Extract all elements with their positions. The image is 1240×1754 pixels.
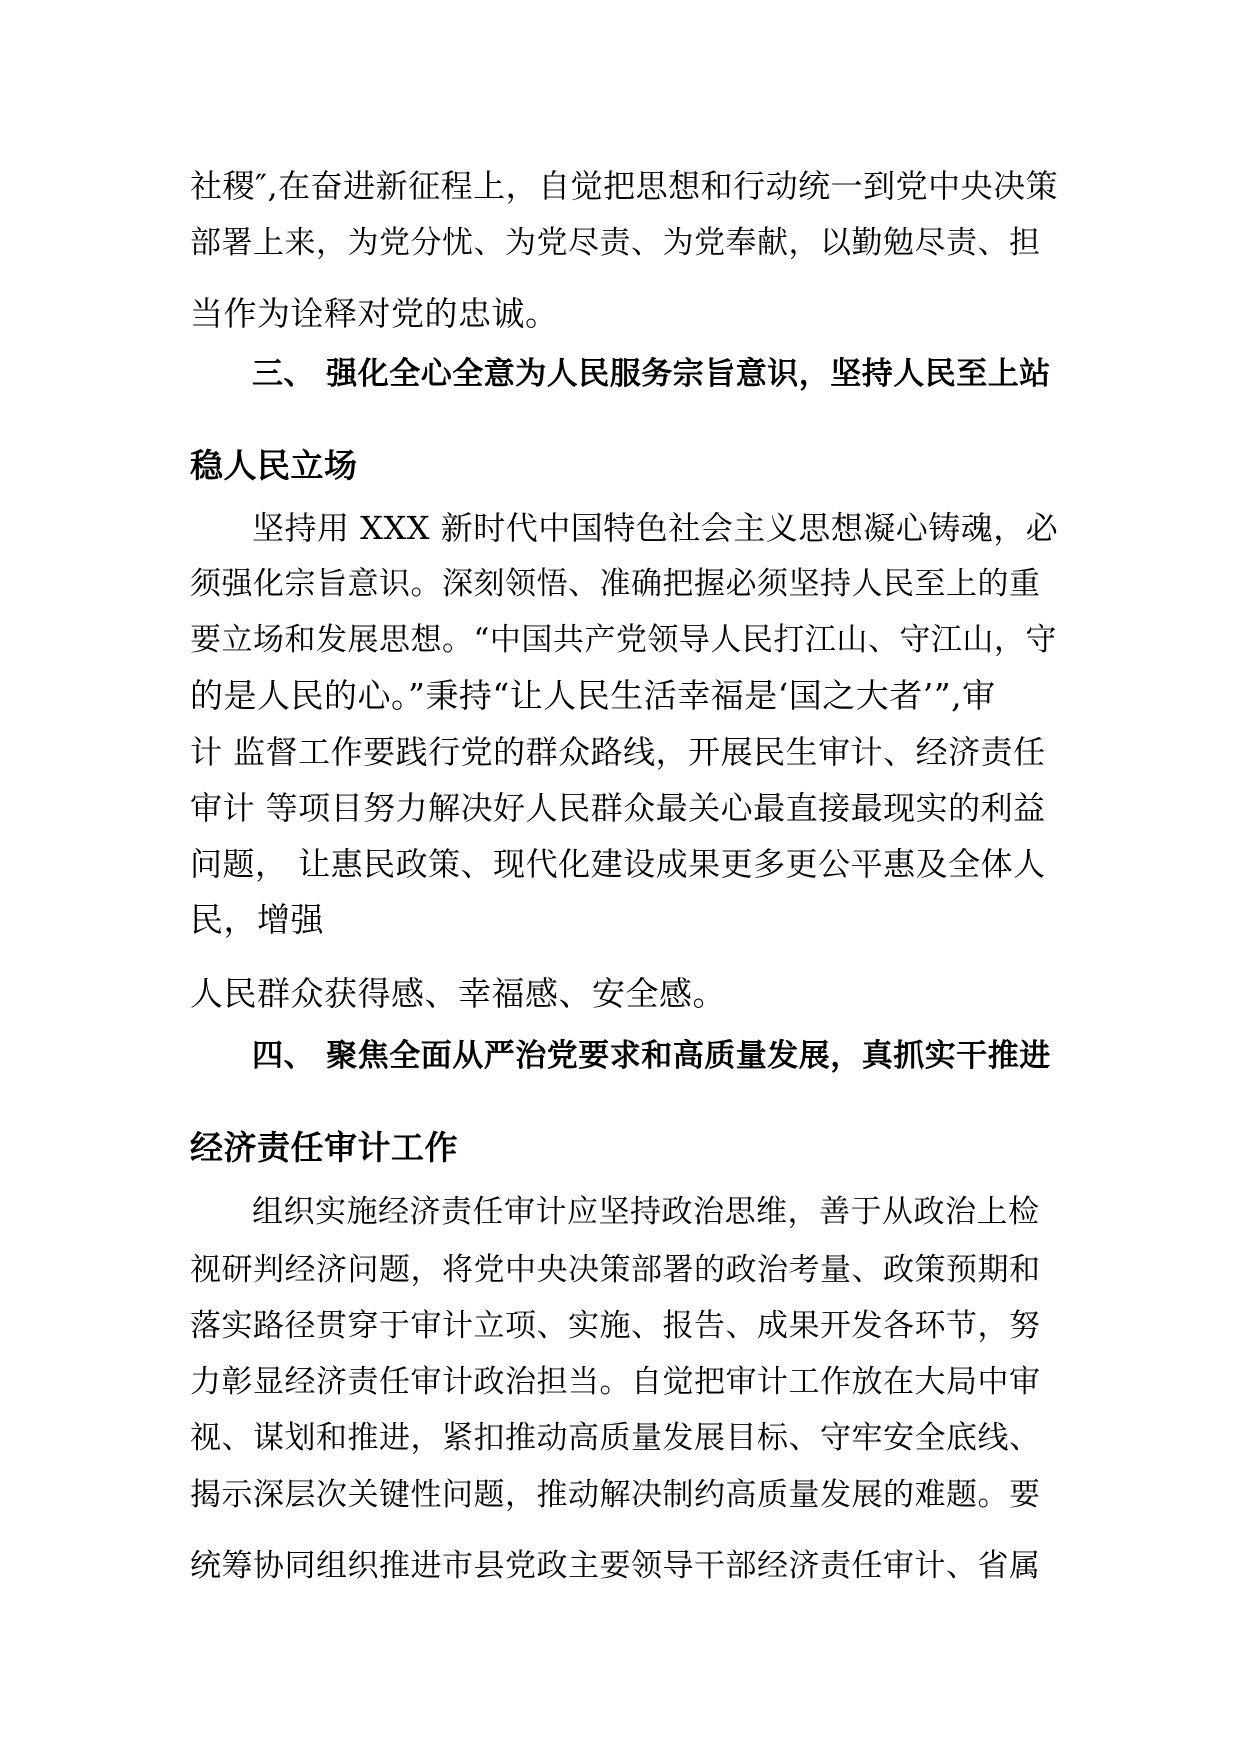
section-heading-3-cont: 稳人民立场 [190,446,358,485]
paragraph-line: 要立场和发展思想。“中国共产党领导人民打江山、守江山，守 [190,622,1057,658]
paragraph-line: 视研判经济问题，将党中央决策部署的政治考量、政策预期和 [190,1252,1041,1288]
paragraph-line: 坚持用 XXX 新时代中国特色社会主义思想凝心铸魂，必 [252,509,1059,547]
paragraph-line: 组织实施经济责任审计应坚持政治思维，善于从政治上检 [252,1194,1040,1230]
paragraph-line: 视、谋划和推进，紧扣推动高质量发展目标、守牢安全底线、 [190,1420,1041,1456]
section-heading-4-cont: 经济责任审计工作 [190,1128,458,1167]
paragraph-line: 社稷″,在奋进新征程上，自觉把思想和行动统一到党中央决策 [190,167,1059,205]
paragraph-line: 计 监督工作要践行党的群众路线，开展民生审计、经济责任 [190,733,1046,771]
section-heading-3: 三、 强化全心全意为人民服务宗旨意识，坚持人民至上站 [252,356,1051,392]
paragraph-line: 问题， 让惠民政策、现代化建设成果更多更公平惠及全体人 [190,845,1046,883]
paragraph-line: 力彰显经济责任审计政治担当。自觉把审计工作放在大局中审 [190,1364,1041,1400]
paragraph-line: 的是人民的心。”秉持“让人民生活幸福是‘国之大者’”,审 [190,676,996,715]
paragraph-line: 落实路径贯穿于审计立项、实施、报告、成果开发各环节，努 [190,1308,1041,1344]
section-heading-4: 四、 聚焦全面从严治党要求和高质量发展，真抓实干推进 [252,1038,1051,1074]
paragraph-line: 揭示深层次关键性问题，推动解决制约高质量发展的难题。要 [190,1477,1041,1513]
paragraph-line: 须强化宗旨意识。深刻领悟、准确把握必须坚持人民至上的重 [190,566,1041,602]
paragraph-line: 统筹协同组织推进市县党政主要领导干部经济责任审计、省属 [190,1548,1041,1584]
paragraph-line: 审计 等项目努力解决好人民群众最关心最直接最现实的利益 [190,789,1046,827]
paragraph-line: 民，增强 [190,900,324,939]
paragraph-line: 人民群众获得感、幸福感、安全感。 [190,974,726,1013]
paragraph-line: 部署上来，为党分忧、为党尽责、为党奉献，以勤勉尽责、担 [190,225,1041,261]
paragraph-line: 当作为诠释对党的忠诚。 [190,294,559,333]
